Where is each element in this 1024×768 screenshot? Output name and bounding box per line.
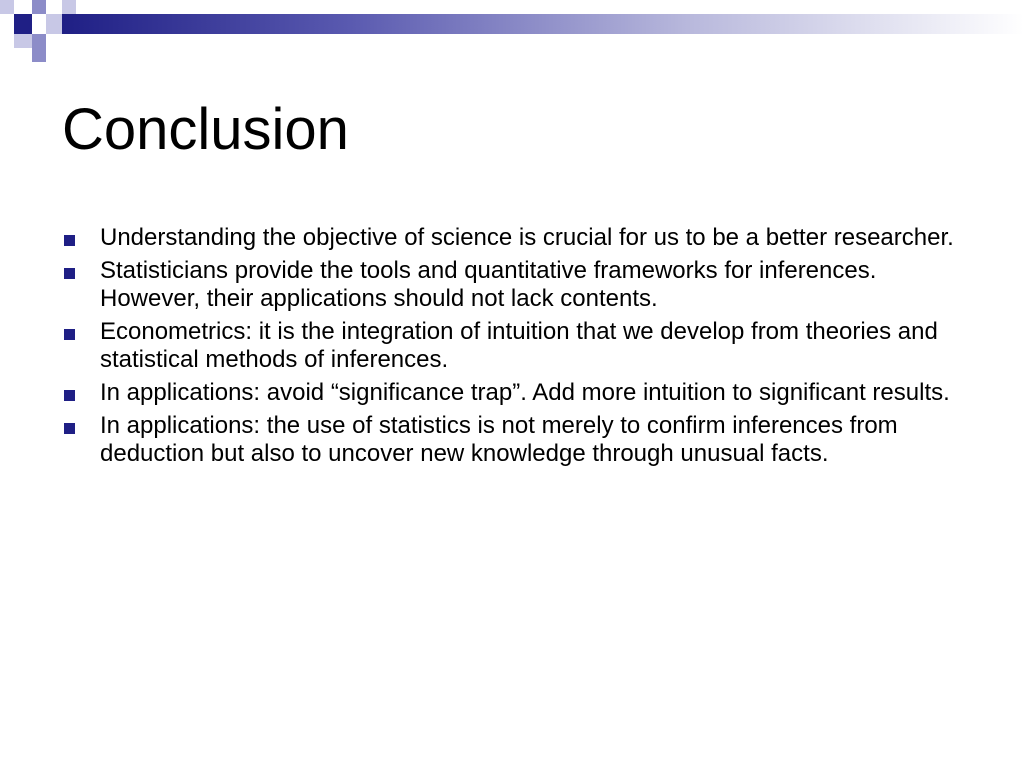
bullet-text: In applications: the use of statistics is not merely to confirm inferences from deduction but also to uncover new knowledge through unusual facts.	[100, 412, 898, 467]
deco-square	[46, 14, 62, 34]
slide-title: Conclusion	[62, 97, 349, 162]
header-decoration	[0, 0, 1024, 62]
header-gradient-bar	[62, 14, 1024, 34]
bullet-list	[62, 224, 982, 473]
square-bullet-icon	[64, 268, 75, 279]
bullet-item	[62, 318, 982, 374]
square-bullet-icon	[64, 390, 75, 401]
deco-square	[32, 48, 46, 62]
deco-square	[14, 14, 32, 34]
bullet-item	[62, 224, 982, 252]
deco-square	[14, 34, 32, 48]
bullet-text: Statisticians provide the tools and quantitative frameworks for inferences. However, their applications should not lack contents.	[100, 257, 877, 312]
deco-square	[0, 0, 14, 14]
square-bullet-icon	[64, 423, 75, 434]
bullet-text: In applications: avoid “significance trap”. Add more intuition to significant results.	[100, 379, 950, 406]
deco-square	[62, 0, 76, 14]
bullet-item	[62, 379, 982, 407]
deco-square	[32, 0, 46, 14]
bullet-item	[62, 257, 982, 313]
bullet-text: Econometrics: it is the integration of intuition that we develop from theories and statistical methods of inferences.	[100, 318, 938, 373]
bullet-text: Understanding the objective of science is crucial for us to be a better researcher.	[100, 224, 954, 251]
bullet-item	[62, 412, 982, 468]
square-bullet-icon	[64, 329, 75, 340]
square-bullet-icon	[64, 235, 75, 246]
deco-square	[32, 34, 46, 48]
